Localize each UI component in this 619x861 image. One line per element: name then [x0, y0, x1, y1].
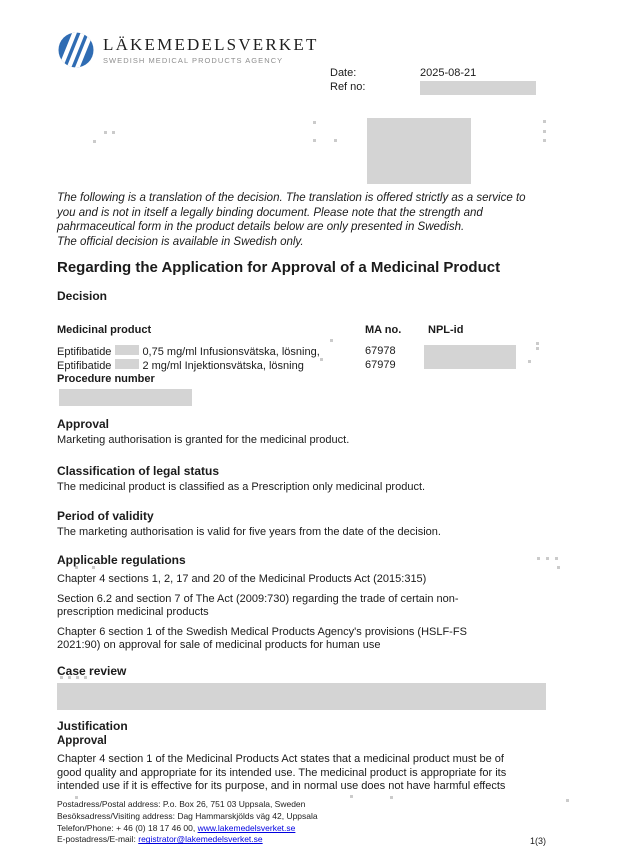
justification-line: intended use if it is effective for its purpose, and in normal use does not have harmful effects	[57, 780, 506, 792]
agency-name: LÄKEMEDELSVERKET	[103, 34, 319, 54]
page-number: 1(3)	[530, 836, 547, 846]
procedure-number-label: Procedure number	[57, 373, 155, 385]
applicable-heading: Applicable regulations	[57, 553, 186, 567]
section-applicable-regulations	[57, 553, 572, 653]
case-review-redacted	[57, 683, 546, 710]
product-name	[57, 359, 365, 373]
product-name-prefix: Eptifibatide	[57, 360, 112, 372]
justification-body	[57, 753, 572, 794]
regulation-paragraph	[57, 626, 572, 653]
ref-no-label: Ref no:	[330, 81, 366, 93]
agency-subtitle: SWEDISH MEDICAL PRODUCTS AGENCY	[103, 55, 284, 65]
classification-heading: Classification of legal status	[57, 464, 220, 478]
disclaimer-line: pahrmaceutical form in the product details below are only presented in Swedish.	[57, 221, 465, 234]
document-meta	[330, 66, 536, 95]
redaction-dot	[93, 140, 96, 143]
column-header-npl-id: NPL-id	[428, 324, 464, 336]
ma-number: 67978	[365, 345, 396, 357]
regulation-line: Chapter 6 section 1 of the Swedish Medical Products Agency's provisions (HSLF-FS	[57, 625, 467, 638]
phone-line	[57, 823, 537, 835]
email-label: E-postadress/E-mail:	[57, 834, 139, 845]
disclaimer-line: The official decision is available in Swedish only.	[57, 235, 304, 248]
justification-line: good quality and appropriate for its intended use. The medicinal product is appropriate for its	[57, 766, 507, 779]
postal-address: Postadress/Postal address: P.o. Box 26, 751 03 Uppsala, Sweden	[57, 799, 306, 809]
redaction-dot	[313, 139, 316, 142]
redaction-dot	[334, 139, 337, 142]
regulation-line: Chapter 4 sections 1, 2, 17 and 20 of the Medicinal Products Act (2015:315)	[57, 573, 427, 585]
approval-body: Marketing authorisation is granted for the medicinal product.	[57, 434, 350, 446]
product-name-prefix: Eptifibatide	[57, 346, 112, 358]
justification-heading: Justification	[57, 719, 128, 733]
npl-id-redacted	[424, 345, 516, 369]
approval-heading: Approval	[57, 417, 110, 431]
period-body: The marketing authorisation is valid for five years from the date of the decision.	[57, 526, 441, 538]
ma-number: 67979	[365, 359, 396, 371]
case-review-heading: Case review	[57, 664, 127, 678]
procedure-number-redacted	[59, 389, 192, 406]
redaction-dot	[350, 795, 353, 798]
date-value: 2025-08-21	[420, 67, 477, 79]
section-case-review	[57, 664, 572, 710]
justification-line: Chapter 4 section 1 of the Medicinal Products Act states that a medicinal product must be of	[57, 753, 504, 765]
ref-no-row	[330, 80, 536, 95]
redaction-dot	[104, 131, 107, 134]
column-header-ma-no: MA no.	[365, 324, 402, 336]
date-label: Date:	[330, 67, 357, 79]
product-name-suffix: 0,75 mg/ml Infusionsvätska, lösning,	[142, 346, 320, 358]
agency-logo	[57, 31, 319, 69]
email-link[interactable]: registrator@lakemedelsverket.se	[138, 834, 263, 845]
disclaimer-line: The following is a translation of the decision. The translation is offered strictly as a service to	[57, 192, 526, 204]
product-name-redacted	[115, 345, 139, 355]
regulation-line: 2021:90) on approval for sale of medicinal products for human use	[57, 639, 381, 651]
redaction-dot	[112, 131, 115, 134]
redaction-dot	[566, 799, 569, 802]
section-approval	[57, 417, 572, 448]
product-table-header	[57, 324, 572, 337]
product-name	[57, 345, 365, 359]
section-justification	[57, 719, 572, 794]
regulation-line: Section 6.2 and section 7 of The Act (2009:730) regarding the trade of certain non-	[57, 592, 459, 605]
laekemedelsverket-logo-icon	[57, 31, 95, 69]
section-period-of-validity	[57, 509, 572, 540]
regulation-line: prescription medicinal products	[57, 606, 209, 618]
redaction-dot	[543, 139, 546, 142]
translation-disclaimer	[57, 191, 572, 249]
agency-logo-text	[103, 36, 319, 65]
regulation-paragraph	[57, 573, 572, 587]
regulation-paragraph	[57, 593, 572, 620]
period-heading: Period of validity	[57, 509, 154, 523]
ref-no-redacted	[420, 81, 536, 95]
email-line	[57, 834, 537, 846]
website-link[interactable]: www.lakemedelsverket.se	[197, 822, 296, 833]
page-title: Regarding the Application for Approval of a Medicinal Product	[57, 259, 501, 276]
classification-body: The medicinal product is classified as a Prescription only medicinal product.	[57, 481, 426, 493]
phone-label: Telefon/Phone: + 46 (0) 18 17 46 00,	[57, 822, 198, 833]
redaction-dot	[543, 130, 546, 133]
visiting-address: Besöksadress/Visiting address: Dag Hammarskjölds väg 42, Uppsala	[57, 810, 318, 821]
product-name-suffix: 2 mg/ml Injektionsvätska, lösning	[142, 360, 304, 372]
product-name-redacted	[115, 359, 139, 369]
redaction-dot	[543, 120, 546, 123]
disclaimer-line: you and is not in itself a legally binding document. Please note that the strength and	[57, 206, 483, 219]
column-header-product: Medicinal product	[57, 324, 152, 336]
decision-heading: Decision	[57, 289, 108, 303]
date-row	[330, 66, 536, 80]
section-classification	[57, 464, 572, 495]
justification-approval-subheading: Approval	[57, 735, 107, 747]
product-table	[57, 324, 572, 406]
document-footer	[57, 799, 537, 846]
redaction-dot	[313, 121, 316, 124]
recipient-address-redacted	[367, 118, 471, 184]
